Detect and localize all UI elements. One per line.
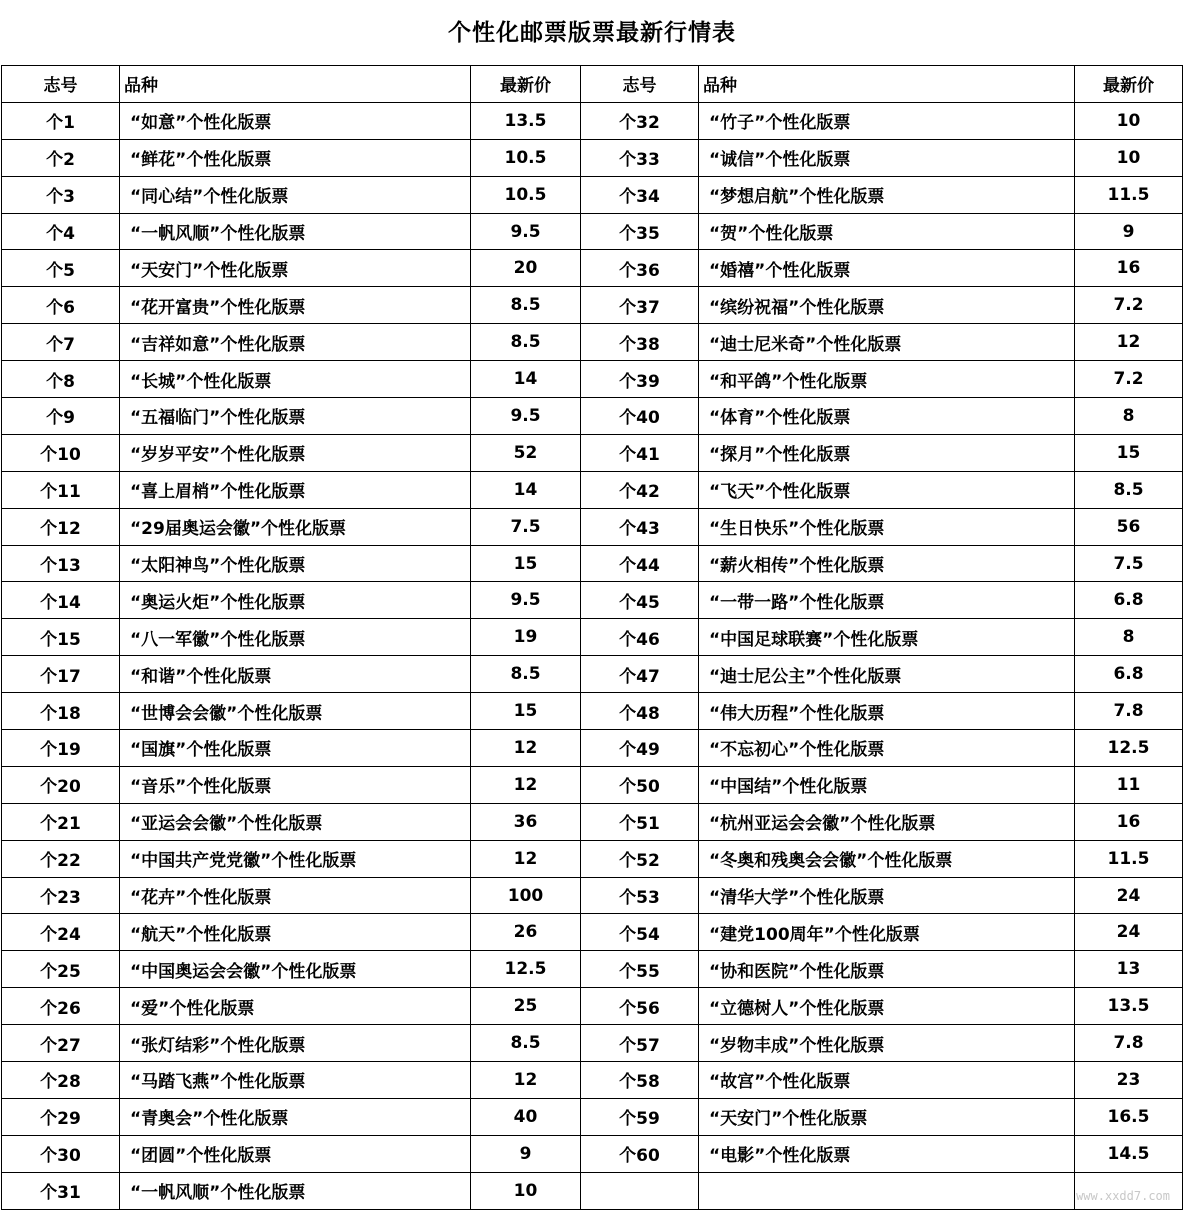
cell-name-left: “29届奥运会徽”个性化版票 xyxy=(120,508,471,545)
cell-name-left: “八一军徽”个性化版票 xyxy=(120,619,471,656)
table-row xyxy=(2,361,1183,398)
cell-no-left: 个15 xyxy=(2,619,120,656)
watermark: www.xxdd7.com xyxy=(1076,1189,1170,1203)
table-row xyxy=(2,1135,1183,1172)
cell-price-right: 24 xyxy=(1075,877,1183,914)
cell-price-left: 36 xyxy=(471,803,581,840)
cell-name-left: “花卉”个性化版票 xyxy=(120,877,471,914)
table-row xyxy=(2,139,1183,176)
cell-no-left: 个6 xyxy=(2,287,120,324)
cell-no-right: 个59 xyxy=(581,1098,699,1135)
cell-name-right: “不忘初心”个性化版票 xyxy=(699,730,1075,767)
table-row xyxy=(2,951,1183,988)
table-row xyxy=(2,656,1183,693)
empty-cell-name-right xyxy=(699,1172,1075,1209)
cell-price-left: 10.5 xyxy=(471,139,581,176)
cell-name-right: “薪火相传”个性化版票 xyxy=(699,545,1075,582)
table-row xyxy=(2,1062,1183,1099)
cell-price-right: 8.5 xyxy=(1075,471,1183,508)
cell-price-left: 9.5 xyxy=(471,582,581,619)
cell-no-right: 个37 xyxy=(581,287,699,324)
table-row xyxy=(2,803,1183,840)
cell-no-right: 个32 xyxy=(581,102,699,139)
cell-name-left: “团圆”个性化版票 xyxy=(120,1135,471,1172)
cell-no-right: 个48 xyxy=(581,693,699,730)
cell-no-right: 个46 xyxy=(581,619,699,656)
table-row xyxy=(2,619,1183,656)
cell-price-left: 10.5 xyxy=(471,176,581,213)
cell-price-left: 9.5 xyxy=(471,398,581,435)
cell-no-left: 个4 xyxy=(2,213,120,250)
cell-no-right: 个52 xyxy=(581,840,699,877)
cell-name-right: “清华大学”个性化版票 xyxy=(699,877,1075,914)
cell-no-left: 个23 xyxy=(2,877,120,914)
page-title: 个性化邮票版票最新行情表 xyxy=(448,20,736,46)
empty-cell-no-right xyxy=(581,1172,699,1209)
cell-price-right: 10 xyxy=(1075,139,1183,176)
cell-price-left: 8.5 xyxy=(471,656,581,693)
cell-no-left: 个8 xyxy=(2,361,120,398)
cell-price-left: 8.5 xyxy=(471,287,581,324)
cell-no-right: 个41 xyxy=(581,434,699,471)
cell-no-left: 个12 xyxy=(2,508,120,545)
cell-name-left: “花开富贵”个性化版票 xyxy=(120,287,471,324)
cell-price-left: 15 xyxy=(471,693,581,730)
cell-price-left: 12 xyxy=(471,1062,581,1099)
table-row xyxy=(2,434,1183,471)
cell-price-left: 40 xyxy=(471,1098,581,1135)
cell-price-left: 12.5 xyxy=(471,951,581,988)
cell-price-right: 9 xyxy=(1075,213,1183,250)
cell-price-left: 52 xyxy=(471,434,581,471)
cell-price-right: 23 xyxy=(1075,1062,1183,1099)
cell-no-left: 个19 xyxy=(2,730,120,767)
header-price-left: 最新价 xyxy=(471,66,581,103)
cell-no-right: 个56 xyxy=(581,988,699,1025)
cell-no-right: 个58 xyxy=(581,1062,699,1099)
cell-price-left: 9.5 xyxy=(471,213,581,250)
cell-price-left: 10 xyxy=(471,1172,581,1209)
cell-name-left: “青奥会”个性化版票 xyxy=(120,1098,471,1135)
cell-name-right: “体育”个性化版票 xyxy=(699,398,1075,435)
cell-price-right: 11 xyxy=(1075,766,1183,803)
cell-name-left: “奥运火炬”个性化版票 xyxy=(120,582,471,619)
cell-no-left: 个29 xyxy=(2,1098,120,1135)
header-price-right: 最新价 xyxy=(1075,66,1183,103)
cell-name-left: “长城”个性化版票 xyxy=(120,361,471,398)
cell-price-left: 12 xyxy=(471,766,581,803)
cell-no-right: 个47 xyxy=(581,656,699,693)
cell-price-right: 16 xyxy=(1075,250,1183,287)
cell-no-left: 个5 xyxy=(2,250,120,287)
table-row xyxy=(2,730,1183,767)
cell-price-left: 7.5 xyxy=(471,508,581,545)
cell-no-left: 个28 xyxy=(2,1062,120,1099)
cell-name-right: “岁物丰成”个性化版票 xyxy=(699,1025,1075,1062)
cell-name-right: “和平鸽”个性化版票 xyxy=(699,361,1075,398)
cell-name-right: “建党100周年”个性化版票 xyxy=(699,914,1075,951)
cell-no-right: 个55 xyxy=(581,951,699,988)
cell-name-right: “梦想启航”个性化版票 xyxy=(699,176,1075,213)
table-row xyxy=(2,582,1183,619)
table-row xyxy=(2,398,1183,435)
cell-no-left: 个21 xyxy=(2,803,120,840)
table-header-row xyxy=(2,66,1183,103)
cell-name-left: “太阳神鸟”个性化版票 xyxy=(120,545,471,582)
cell-price-left: 12 xyxy=(471,730,581,767)
cell-price-right: 8 xyxy=(1075,398,1183,435)
cell-price-right: 16 xyxy=(1075,803,1183,840)
cell-price-right: 11.5 xyxy=(1075,176,1183,213)
cell-price-left: 15 xyxy=(471,545,581,582)
cell-price-right: 7.8 xyxy=(1075,693,1183,730)
cell-price-left: 100 xyxy=(471,877,581,914)
cell-name-right: “迪士尼公主”个性化版票 xyxy=(699,656,1075,693)
cell-no-right: 个57 xyxy=(581,1025,699,1062)
cell-price-right: 14.5 xyxy=(1075,1135,1183,1172)
cell-no-left: 个24 xyxy=(2,914,120,951)
cell-name-right: “冬奥和残奥会会徽”个性化版票 xyxy=(699,840,1075,877)
cell-price-right: 10 xyxy=(1075,102,1183,139)
table-row xyxy=(2,324,1183,361)
header-name-right: 品种 xyxy=(699,66,1075,103)
cell-name-right: “立德树人”个性化版票 xyxy=(699,988,1075,1025)
cell-name-left: “音乐”个性化版票 xyxy=(120,766,471,803)
cell-name-right: “故宫”个性化版票 xyxy=(699,1062,1075,1099)
cell-no-right: 个36 xyxy=(581,250,699,287)
cell-no-left: 个7 xyxy=(2,324,120,361)
cell-price-left: 13.5 xyxy=(471,102,581,139)
cell-no-left: 个25 xyxy=(2,951,120,988)
cell-name-right: “诚信”个性化版票 xyxy=(699,139,1075,176)
table-row xyxy=(2,1172,1183,1209)
cell-name-left: “张灯结彩”个性化版票 xyxy=(120,1025,471,1062)
table-row xyxy=(2,914,1183,951)
cell-price-left: 9 xyxy=(471,1135,581,1172)
cell-no-right: 个34 xyxy=(581,176,699,213)
cell-name-left: “鲜花”个性化版票 xyxy=(120,139,471,176)
cell-name-left: “一帆风顺”个性化版票 xyxy=(120,1172,471,1209)
cell-price-right: 15 xyxy=(1075,434,1183,471)
cell-price-left: 25 xyxy=(471,988,581,1025)
cell-name-right: “生日快乐”个性化版票 xyxy=(699,508,1075,545)
cell-no-left: 个3 xyxy=(2,176,120,213)
cell-price-right: 13.5 xyxy=(1075,988,1183,1025)
cell-price-right: 24 xyxy=(1075,914,1183,951)
cell-price-right: 8 xyxy=(1075,619,1183,656)
cell-name-left: “五福临门”个性化版票 xyxy=(120,398,471,435)
cell-price-right: 12.5 xyxy=(1075,730,1183,767)
cell-price-right: 7.2 xyxy=(1075,361,1183,398)
table-row xyxy=(2,102,1183,139)
table-body xyxy=(2,102,1183,1209)
table-row xyxy=(2,471,1183,508)
cell-name-left: “中国共产党党徽”个性化版票 xyxy=(120,840,471,877)
cell-no-left: 个1 xyxy=(2,102,120,139)
cell-name-left: “国旗”个性化版票 xyxy=(120,730,471,767)
header-name-left: 品种 xyxy=(120,66,471,103)
cell-name-right: “协和医院”个性化版票 xyxy=(699,951,1075,988)
cell-name-right: “贺”个性化版票 xyxy=(699,213,1075,250)
table-row xyxy=(2,508,1183,545)
cell-name-left: “马踏飞燕”个性化版票 xyxy=(120,1062,471,1099)
cell-name-right: “电影”个性化版票 xyxy=(699,1135,1075,1172)
cell-no-left: 个10 xyxy=(2,434,120,471)
table-row xyxy=(2,287,1183,324)
cell-no-right: 个33 xyxy=(581,139,699,176)
cell-name-left: “一帆风顺”个性化版票 xyxy=(120,213,471,250)
cell-name-left: “和谐”个性化版票 xyxy=(120,656,471,693)
cell-no-left: 个14 xyxy=(2,582,120,619)
cell-name-right: “中国足球联赛”个性化版票 xyxy=(699,619,1075,656)
cell-name-left: “航天”个性化版票 xyxy=(120,914,471,951)
cell-no-right: 个38 xyxy=(581,324,699,361)
cell-price-right: 7.8 xyxy=(1075,1025,1183,1062)
cell-name-left: “岁岁平安”个性化版票 xyxy=(120,434,471,471)
table-row xyxy=(2,176,1183,213)
cell-price-left: 12 xyxy=(471,840,581,877)
cell-price-left: 14 xyxy=(471,471,581,508)
cell-no-right: 个44 xyxy=(581,545,699,582)
cell-no-right: 个42 xyxy=(581,471,699,508)
cell-name-left: “中国奥运会会徽”个性化版票 xyxy=(120,951,471,988)
cell-price-left: 19 xyxy=(471,619,581,656)
table-row xyxy=(2,840,1183,877)
cell-name-right: “缤纷祝福”个性化版票 xyxy=(699,287,1075,324)
cell-price-right: 13 xyxy=(1075,951,1183,988)
header-no-left: 志号 xyxy=(2,66,120,103)
cell-no-left: 个20 xyxy=(2,766,120,803)
cell-name-right: “探月”个性化版票 xyxy=(699,434,1075,471)
cell-no-left: 个22 xyxy=(2,840,120,877)
cell-price-right: 7.2 xyxy=(1075,287,1183,324)
cell-name-right: “迪士尼米奇”个性化版票 xyxy=(699,324,1075,361)
cell-no-left: 个9 xyxy=(2,398,120,435)
cell-price-right: 16.5 xyxy=(1075,1098,1183,1135)
cell-no-right: 个51 xyxy=(581,803,699,840)
cell-name-left: “喜上眉梢”个性化版票 xyxy=(120,471,471,508)
cell-no-left: 个27 xyxy=(2,1025,120,1062)
cell-no-right: 个45 xyxy=(581,582,699,619)
cell-no-right: 个39 xyxy=(581,361,699,398)
cell-no-right: 个50 xyxy=(581,766,699,803)
table-row xyxy=(2,766,1183,803)
cell-name-left: “吉祥如意”个性化版票 xyxy=(120,324,471,361)
cell-no-left: 个11 xyxy=(2,471,120,508)
cell-no-right: 个49 xyxy=(581,730,699,767)
table-row xyxy=(2,693,1183,730)
cell-no-left: 个31 xyxy=(2,1172,120,1209)
header-no-right: 志号 xyxy=(581,66,699,103)
cell-name-left: “世博会会徽”个性化版票 xyxy=(120,693,471,730)
cell-name-right: “天安门”个性化版票 xyxy=(699,1098,1075,1135)
table-row xyxy=(2,250,1183,287)
cell-price-left: 20 xyxy=(471,250,581,287)
cell-name-left: “天安门”个性化版票 xyxy=(120,250,471,287)
cell-price-right: 12 xyxy=(1075,324,1183,361)
cell-price-left: 14 xyxy=(471,361,581,398)
cell-price-left: 26 xyxy=(471,914,581,951)
cell-price-left: 8.5 xyxy=(471,1025,581,1062)
cell-name-left: “亚运会会徽”个性化版票 xyxy=(120,803,471,840)
cell-price-right: 56 xyxy=(1075,508,1183,545)
cell-name-right: “杭州亚运会会徽”个性化版票 xyxy=(699,803,1075,840)
cell-name-left: “同心结”个性化版票 xyxy=(120,176,471,213)
cell-no-left: 个13 xyxy=(2,545,120,582)
cell-name-left: “如意”个性化版票 xyxy=(120,102,471,139)
cell-name-right: “飞天”个性化版票 xyxy=(699,471,1075,508)
table-row xyxy=(2,1025,1183,1062)
cell-name-left: “爱”个性化版票 xyxy=(120,988,471,1025)
cell-price-right: 7.5 xyxy=(1075,545,1183,582)
cell-price-right: 6.8 xyxy=(1075,582,1183,619)
cell-price-left: 8.5 xyxy=(471,324,581,361)
table-row xyxy=(2,988,1183,1025)
cell-no-left: 个26 xyxy=(2,988,120,1025)
cell-price-right: 11.5 xyxy=(1075,840,1183,877)
cell-price-right: 6.8 xyxy=(1075,656,1183,693)
cell-name-right: “婚禧”个性化版票 xyxy=(699,250,1075,287)
table-row xyxy=(2,213,1183,250)
cell-no-right: 个60 xyxy=(581,1135,699,1172)
cell-no-right: 个53 xyxy=(581,877,699,914)
table-row xyxy=(2,1098,1183,1135)
cell-no-right: 个40 xyxy=(581,398,699,435)
table-row xyxy=(2,545,1183,582)
cell-no-right: 个43 xyxy=(581,508,699,545)
price-table xyxy=(1,65,1183,1210)
cell-name-right: “伟大历程”个性化版票 xyxy=(699,693,1075,730)
cell-no-left: 个17 xyxy=(2,656,120,693)
cell-no-left: 个2 xyxy=(2,139,120,176)
cell-name-right: “竹子”个性化版票 xyxy=(699,102,1075,139)
cell-name-right: “中国结”个性化版票 xyxy=(699,766,1075,803)
table-row xyxy=(2,877,1183,914)
cell-no-right: 个35 xyxy=(581,213,699,250)
cell-no-left: 个30 xyxy=(2,1135,120,1172)
cell-no-right: 个54 xyxy=(581,914,699,951)
cell-no-left: 个18 xyxy=(2,693,120,730)
cell-name-right: “一带一路”个性化版票 xyxy=(699,582,1075,619)
